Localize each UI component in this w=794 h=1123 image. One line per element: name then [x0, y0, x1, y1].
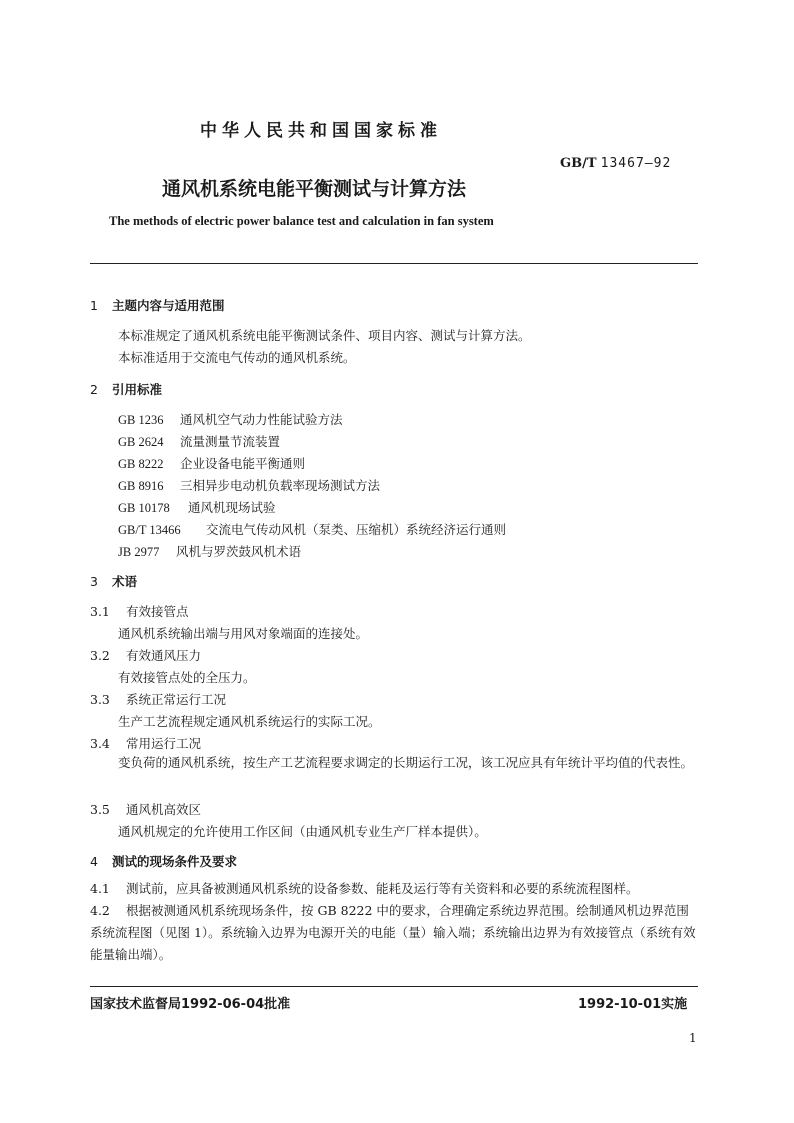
standard-code-prefix: GB/T [560, 156, 597, 171]
section-3-heading [90, 572, 137, 590]
reference-title: 流量测量节流装置 [180, 434, 281, 449]
term-name: 常用运行工况 [126, 736, 202, 751]
header-divider [90, 263, 698, 264]
term-definition: 有效接管点处的全压力。 [118, 670, 256, 685]
clause-number: 4.2 [90, 903, 110, 918]
reference-item [118, 410, 343, 428]
reference-title: 风机与罗茨鼓风机术语 [176, 544, 302, 559]
section-2-heading [90, 380, 162, 398]
section-1-paragraph-2: 本标准适用于交流电气传动的通风机系统。 [118, 350, 356, 365]
section-1-paragraph-1: 本标准规定了通风机系统电能平衡测试条件、项目内容、测试与计算方法。 [118, 328, 531, 343]
clause-4-2 [90, 900, 700, 966]
section-1-number: 1 [90, 298, 98, 313]
term-3-3 [90, 690, 226, 708]
term-definition: 通风机系统输出端与用风对象端面的连接处。 [118, 626, 369, 641]
term-number: 3.5 [90, 802, 110, 817]
reference-item [118, 520, 506, 538]
reference-item [118, 498, 276, 516]
reference-item [118, 432, 280, 450]
document-title-en: The methods of electric power balance test and calculation in fan system [109, 214, 494, 228]
standard-code [560, 156, 671, 171]
reference-title: 通风机空气动力性能试验方法 [180, 412, 343, 427]
term-name: 有效接管点 [126, 604, 189, 619]
term-3-4 [90, 734, 201, 752]
document-title-cn: 通风机系统电能平衡测试与计算方法 [162, 178, 467, 200]
section-4-number: 4 [90, 854, 98, 869]
section-3-title: 术语 [112, 574, 138, 589]
effective-date: 1992-10-01实施 [578, 997, 688, 1012]
reference-code: JB 2977 [118, 545, 160, 559]
reference-code: GB 10178 [118, 501, 170, 515]
reference-code: GB 8916 [118, 479, 164, 493]
footer-divider [90, 986, 698, 987]
term-name: 系统正常运行工况 [126, 692, 227, 707]
section-4-title: 测试的现场条件及要求 [112, 854, 238, 869]
term-3-5 [90, 800, 201, 818]
reference-item [118, 542, 301, 560]
term-number: 3.3 [90, 692, 110, 707]
reference-code: GB 1236 [118, 413, 164, 427]
term-number: 3.2 [90, 648, 110, 663]
reference-code: GB 8222 [118, 457, 164, 471]
term-definition: 变负荷的通风机系统，按生产工艺流程要求调定的长期运行工况，该工况应具有年统计平均值的代表性。 [118, 755, 694, 770]
reference-code: GB 2624 [118, 435, 164, 449]
term-name: 通风机高效区 [126, 802, 202, 817]
term-definition: 生产工艺流程规定通风机系统运行的实际工况。 [118, 714, 381, 729]
clause-number: 4.1 [90, 881, 110, 896]
term-3-2 [90, 646, 201, 664]
section-1-title: 主题内容与适用范围 [112, 298, 225, 313]
reference-title: 交流电气传动风机（泵类、压缩机）系统经济运行通则 [206, 522, 507, 537]
section-2-title: 引用标准 [112, 382, 163, 397]
reference-item [118, 476, 380, 494]
page-number: 1 [689, 1031, 697, 1045]
section-3-number: 3 [90, 574, 98, 589]
term-3-1 [90, 602, 189, 620]
approval-date: 国家技术监督局1992-06-04批准 [90, 997, 291, 1012]
reference-title: 通风机现场试验 [188, 500, 276, 515]
term-name: 有效通风压力 [126, 648, 202, 663]
clause-text: 根据被测通风机系统现场条件，按 GB 8222 中的要求，合理确定系统边界范围。绘制通风机边界范围系统流程图（见图 1）。系统输入边界为电源开关的电能（量）输入端；系统输出边界为有效接管点（系统有效能量输出端）。 [90, 903, 696, 962]
clause-4-1 [90, 878, 700, 900]
national-standard-heading: 中华人民共和国国家标准 [200, 121, 442, 141]
term-number: 3.4 [90, 736, 110, 751]
clause-text: 测试前，应具备被测通风机系统的设备参数、能耗及运行等有关资料和必要的系统流程图样。 [126, 881, 639, 896]
section-1-heading [90, 296, 225, 314]
standard-code-number: 13467—92 [600, 156, 672, 171]
section-4-heading [90, 852, 237, 870]
term-definition: 通风机规定的允许使用工作区间（由通风机专业生产厂样本提供）。 [118, 824, 487, 839]
reference-title: 三相异步电动机负载率现场测试方法 [180, 478, 381, 493]
reference-item [118, 454, 305, 472]
section-2-number: 2 [90, 382, 98, 397]
term-number: 3.1 [90, 604, 110, 619]
reference-title: 企业设备电能平衡通则 [180, 456, 306, 471]
reference-code: GB/T 13466 [118, 523, 181, 537]
